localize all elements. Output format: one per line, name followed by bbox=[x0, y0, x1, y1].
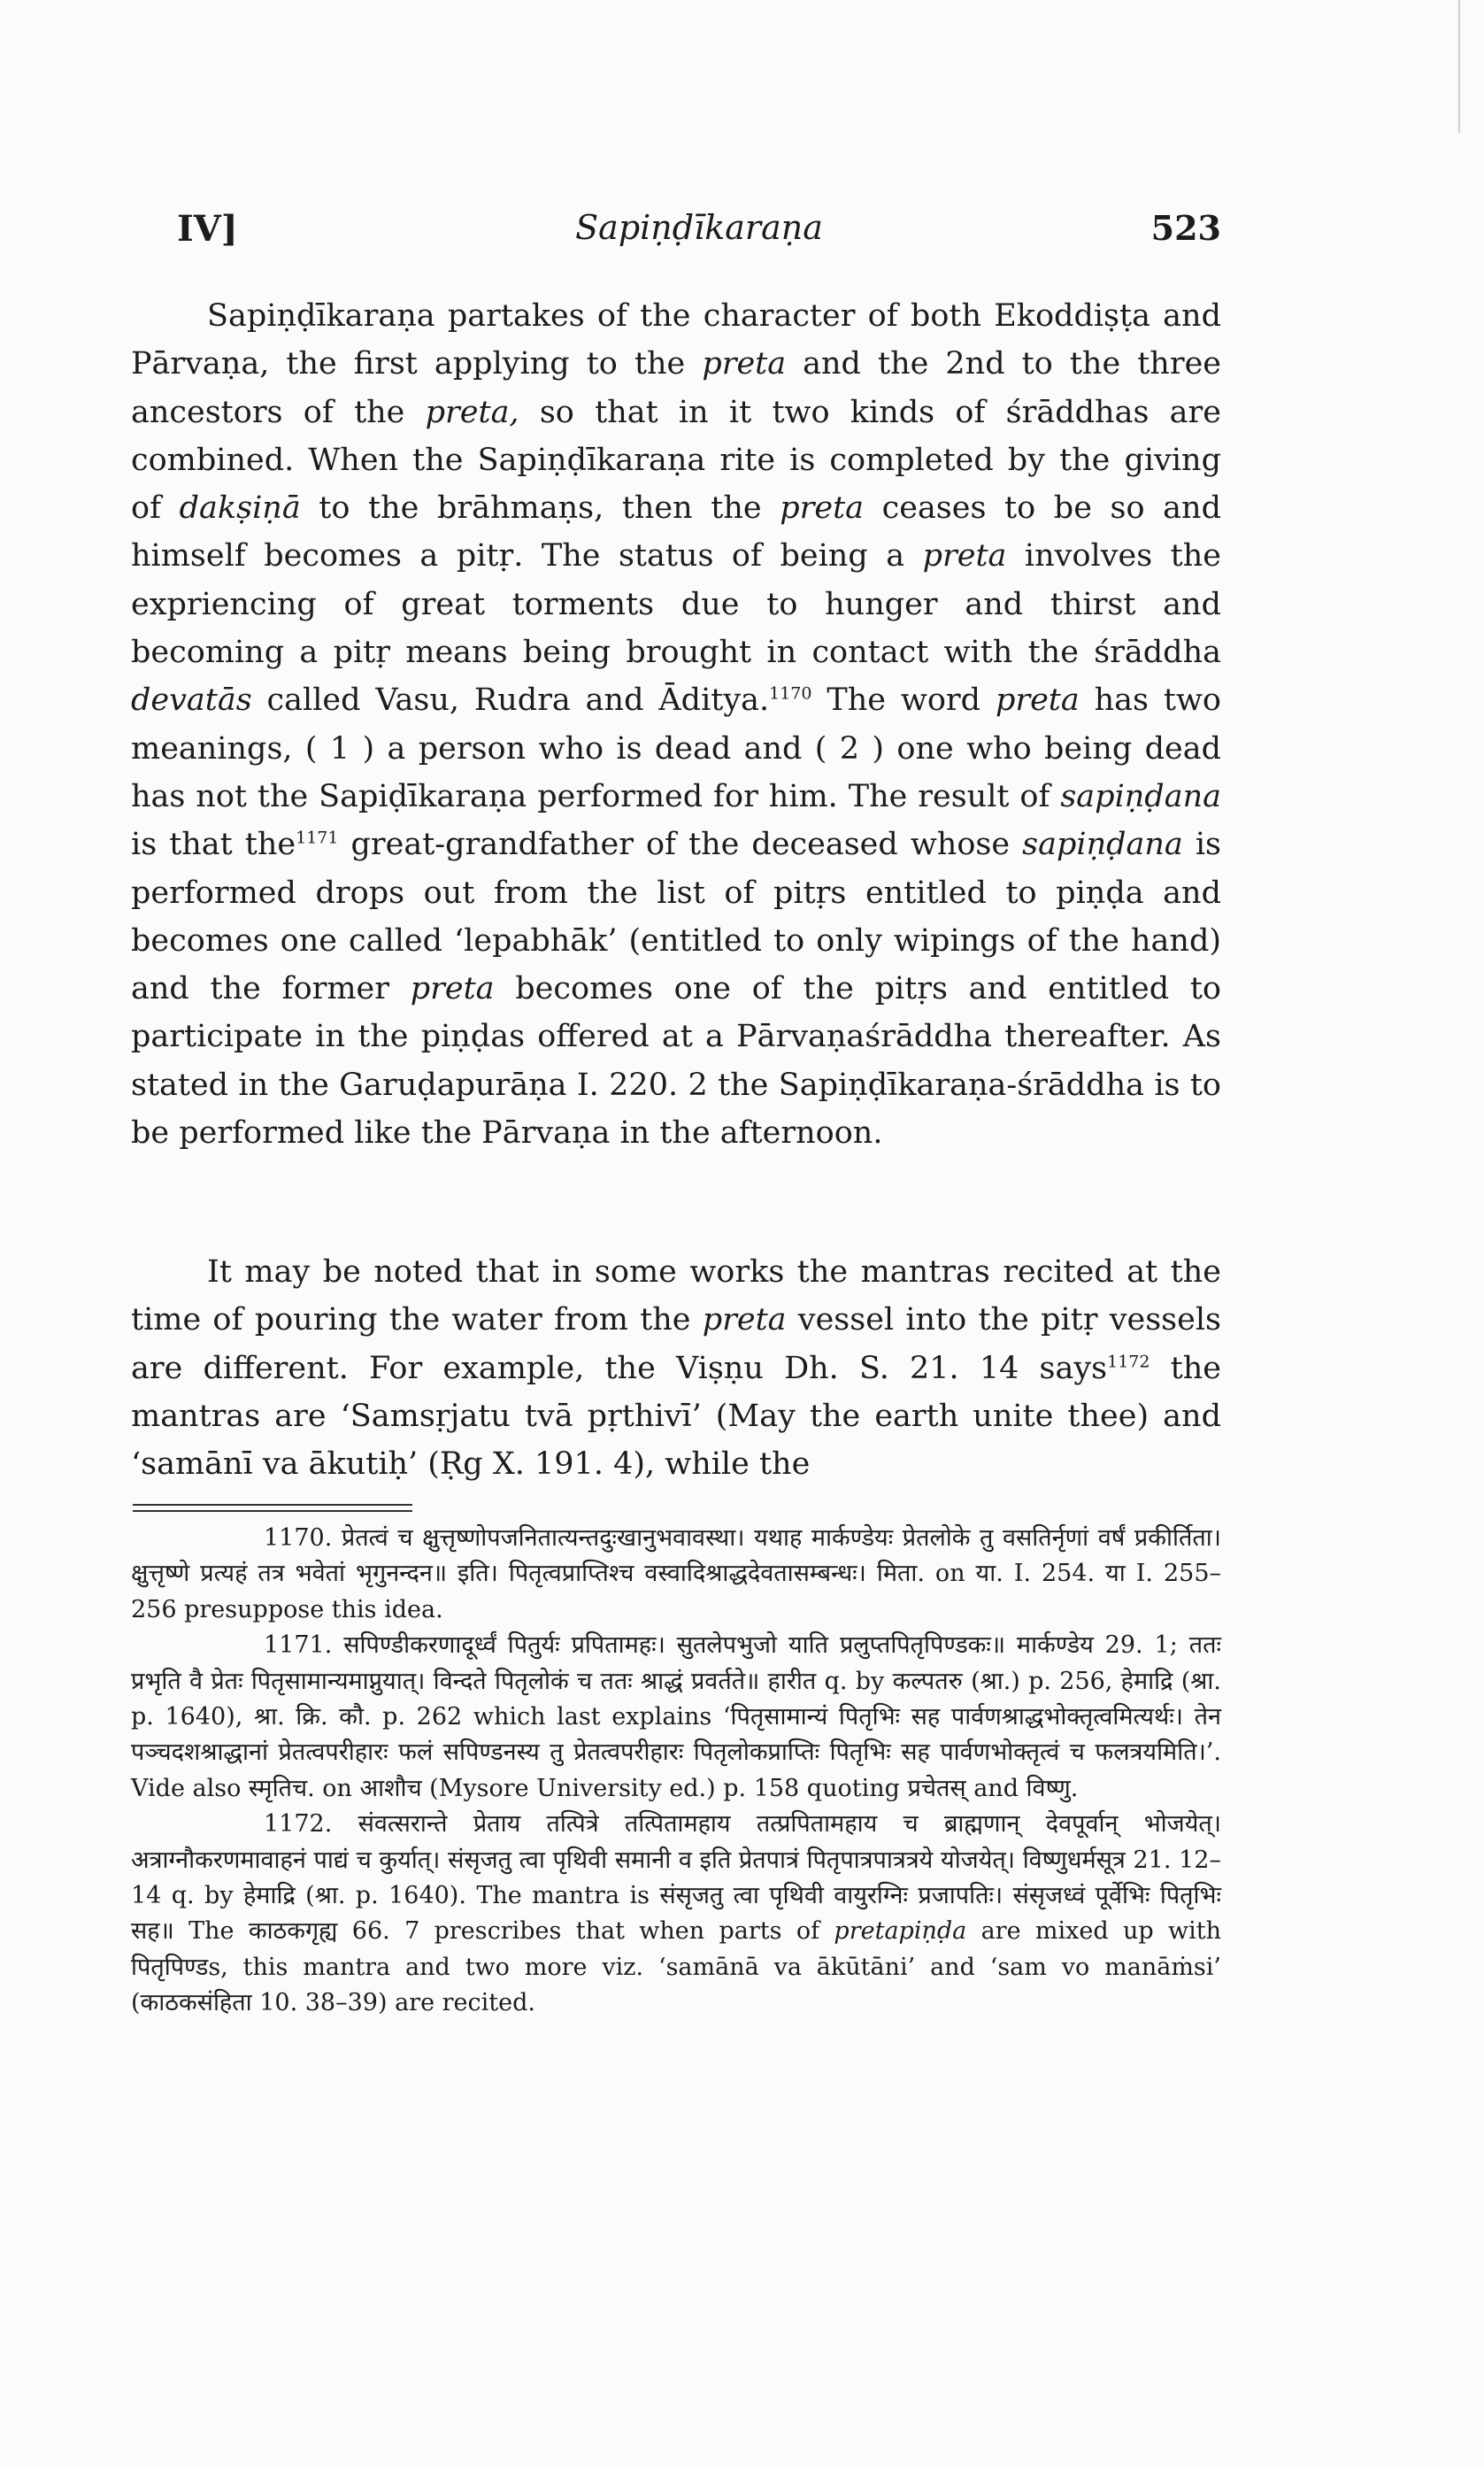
footnote-text: संवत्सरान्ते प्रेताय तत्पित्रे तत्पितामहाय तत्प्रपितामहाय च ब्राह्मणान् देवपूर्वान् भोजयेत्। अत्राग्नौकरणमावाहनं पाद्यं च कुर्यात्। संसृजतु त्वा पृथिवी समानी व इति प्रेतपात्रं पितृपात्रपात्रत्रये योजयेत्। विष्णुधर्मसूत्र 21. 12–14 q. by हेमाद्रि (श्रा. p. 1640). The mantra is संसृजतु त्वा पृथिवी वायुरग्निः प्रजापतिः। संसृजध्वं पूर्वेभिः पितृभिः सह॥ The काठकगृह्य 66. 7 prescribes that when parts of bbox=[131, 1810, 1221, 1946]
text-run: the mantras are ‘Samsṛjatu tvā pṛthivī’ (May the earth unite thee) and ‘samānī va ākutiḥ’ (Ṛg X. 191. 4), while the bbox=[131, 1350, 1221, 1483]
paragraph-2 bbox=[131, 1248, 1221, 1488]
footnote-1172 bbox=[131, 1807, 1221, 2021]
footnote-ref-1172[interactable]: 1172 bbox=[1107, 1351, 1150, 1371]
footnote-1170 bbox=[131, 1521, 1221, 1628]
text-run: The word bbox=[811, 682, 996, 719]
italic-term: preta bbox=[702, 346, 787, 382]
italic-term: preta bbox=[702, 1302, 787, 1338]
text-run: involves the expriencing of great torments due to hunger and thirst and becoming a pitṛ means being brought in contact with the śrāddha bbox=[131, 538, 1221, 671]
running-title: Sapiṇḍīkaraṇa bbox=[575, 208, 823, 247]
footnote-number: 1172. bbox=[264, 1810, 333, 1839]
italic-term: dakṣiṇā bbox=[179, 490, 301, 527]
text-run: vessel into the pitṛ vessels are different. For example, the Viṣṇu Dh. S. 21. 14 says bbox=[131, 1302, 1221, 1386]
text-run: and the 2nd to the three ancestors of the bbox=[131, 346, 1221, 430]
text-run: It may be noted that in some works the mantras recited at the time of pouring the water from the bbox=[131, 1254, 1221, 1338]
footnote-text: are mixed up with पितृपिण्डs, this mantra and two more viz. ‘samānā va ākūtāni’ and ‘sam vo manāṁsi’ (काठकसंहिता 10. 38–39) are recited. bbox=[131, 1917, 1221, 2017]
italic-term: preta bbox=[995, 682, 1080, 719]
text-run: to the brāhmaṇs, then the bbox=[300, 490, 780, 527]
page-edge-line bbox=[1458, 0, 1460, 133]
italic-term: devatās bbox=[131, 682, 252, 719]
footnote-number: 1170. bbox=[264, 1524, 333, 1552]
text-run: has two meanings, ( 1 ) a person who is dead and ( 2 ) one who being dead has not the Sapiḍīkaraṇa performed for him. The result of bbox=[131, 682, 1221, 814]
text-run: becomes one of the pitṛs and entitled to participate in the piṇḍas offered at a Pārvaṇaśrāddha thereafter. As stated in the Garuḍapurāṇa I. 220. 2 the Sapiṇḍīkaraṇa-śrāddha is to be performed like the Pārvaṇa in the afternoon. bbox=[131, 971, 1221, 1152]
page-number: 523 bbox=[1150, 208, 1221, 248]
footnotes bbox=[131, 1521, 1221, 2022]
footnote-separator bbox=[133, 1503, 412, 1514]
italic-term: preta bbox=[410, 971, 495, 1007]
text-run: so that in it two kinds of śrāddhas are combined. When the Sapiṇḍīkaraṇa rite is completed by the giving of bbox=[131, 394, 1221, 527]
footnote-ref-1170[interactable]: 1170 bbox=[769, 683, 812, 704]
italic-term: sapiṇḍana bbox=[1022, 827, 1183, 863]
italic-term: preta bbox=[780, 490, 865, 527]
footnote-number: 1171. bbox=[264, 1631, 333, 1660]
paragraph-1 bbox=[131, 292, 1221, 1157]
text-run: is performed drops out from the list of pitṛs entitled to piṇḍa and becomes one called ‘lepabhāk’ (entitled to only wipings of the hand) and the former bbox=[131, 827, 1221, 1007]
footnote-ref-1171[interactable]: 1171 bbox=[296, 828, 339, 848]
chapter-number: IV] bbox=[177, 208, 238, 250]
italic-term: preta bbox=[922, 538, 1007, 574]
separator-line bbox=[133, 1504, 412, 1506]
italic-term: pretapiṇḍa bbox=[834, 1917, 967, 1946]
text-run: ceases to be so and himself becomes a pitṛ. The status of being a bbox=[131, 490, 1221, 574]
text-run: called Vasu, Rudra and Āditya. bbox=[251, 682, 770, 719]
separator-line bbox=[133, 1510, 412, 1512]
footnote-1171 bbox=[131, 1628, 1221, 1807]
text-run: Sapiṇḍīkaraṇa partakes of the character of both Ekoddiṣṭa and Pārvaṇa, the first applying to the bbox=[131, 298, 1221, 382]
footnote-text: सपिण्डीकरणादूर्ध्वं पितुर्यः प्रपितामहः। सुतलेपभुजो याति प्रलुप्तपितृपिण्डकः॥ मार्कण्डेय 29. 1; ततः प्रभृति वै प्रेतः पितृसामान्यमाप्नुयात्। विन्दते पितृलोकं च ततः श्राद्धं प्रवर्तते॥ हारीत q. by कल्पतरु (श्रा.) p. 256, हेमाद्रि (श्रा. p. 1640), श्रा. क्रि. कौ. p. 262 which last explains ‘पितृसामान्यं पितृभिः सह पार्वणश्राद्धभोक्तृत्वमित्यर्थः। तेन पञ्चदशश्राद्धानां प्रेतत्वपरीहारः फलं सपिण्डनस्य तु प्रेतत्वपरीहारः पितृलोकप्राप्तिः पितृभिः सह पार्वणभोक्तृत्वं च फलत्रयमिति।’. Vide also स्मृतिच. on आशौच (Mysore University ed.) p. 158 quoting प्रचेतस् and विष्णु. bbox=[131, 1631, 1221, 1802]
footnote-text: प्रेतत्वं च क्षुत्तृष्णोपजनितात्यन्तदुःखानुभवावस्था। यथाह मार्कण्डेयः प्रेतलोके तु वसतिर्नृणां वर्षं प्रकीर्तिता। क्षुत्तृष्णे प्रत्यहं तत्र भवेतां भृगुनन्दन॥ इति। पितृत्वप्राप्तिश्च वस्वादिश्राद्धदेवतासम्बन्धः। मिता. on या. I. 254. या I. 255–256 presuppose this idea. bbox=[131, 1524, 1221, 1623]
text-run: great-grandfather of the deceased whose bbox=[338, 827, 1023, 863]
italic-term: preta, bbox=[425, 394, 519, 430]
text-run: is that the bbox=[131, 827, 296, 863]
italic-term: sapiṇḍana bbox=[1060, 778, 1221, 814]
page-header bbox=[177, 208, 1221, 252]
